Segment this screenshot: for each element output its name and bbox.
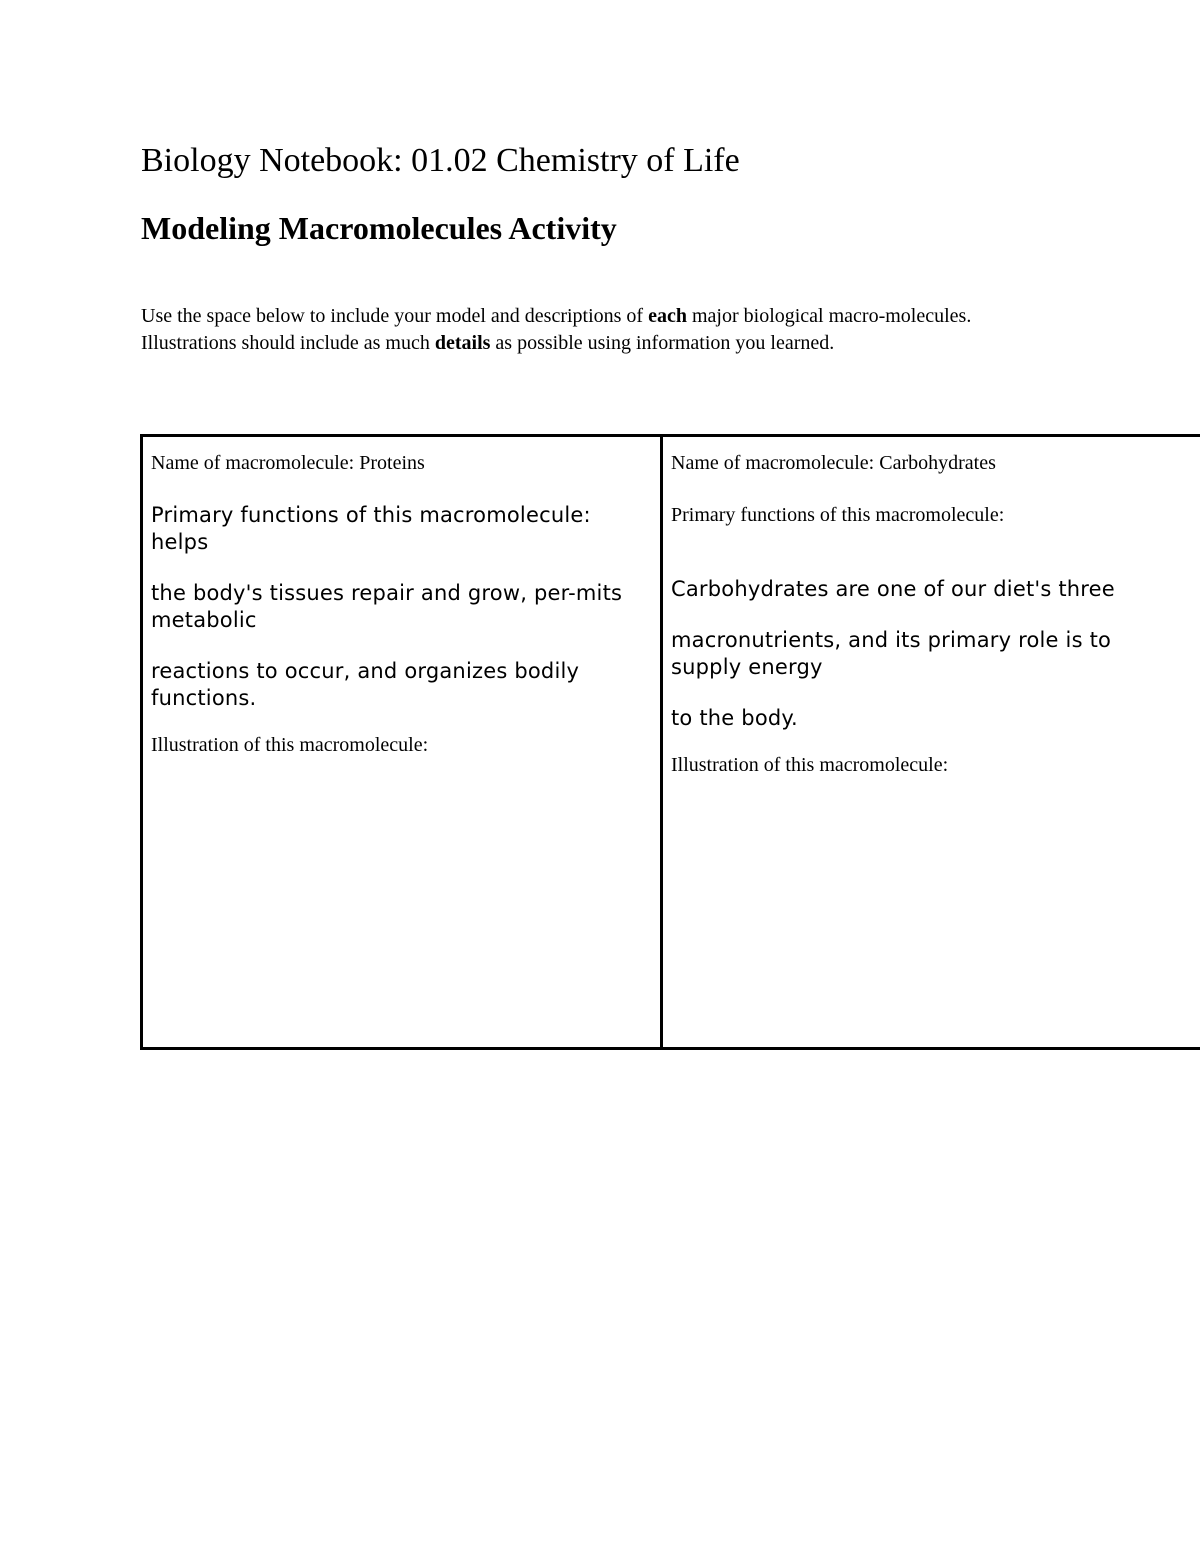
proteins-functions-line-2: the body's tissues repair and grow, per-mits metabolic	[151, 581, 623, 632]
carbohydrates-illustration-label: Illustration of this macromolecule:	[671, 754, 949, 776]
carbohydrates-answer-line-1: Carbohydrates are one of our diet's three	[671, 577, 1115, 601]
carbohydrates-cell[interactable]	[663, 437, 1200, 1047]
document-title: Biology Notebook: 01.02 Chemistry of Life	[141, 142, 740, 179]
carbohydrates-answer-line-3: to the body.	[671, 706, 798, 730]
carbohydrates-name-line: Name of macromolecule: Carbohydrates	[671, 452, 996, 474]
proteins-name-line: Name of macromolecule: Proteins	[151, 452, 425, 474]
carbohydrates-functions-label: Primary functions of this macromolecule:	[671, 504, 1005, 526]
instructions-paragraph	[141, 303, 1041, 357]
carbohydrates-answer-line-2: macronutrients, and its primary role is to supply energy	[671, 628, 1112, 679]
activity-subtitle: Modeling Macromolecules Activity	[141, 210, 617, 246]
proteins-cell[interactable]	[143, 437, 663, 1047]
instructions-emphasis-each: each	[648, 305, 687, 327]
proteins-illustration-label: Illustration of this macromolecule:	[151, 734, 429, 756]
instructions-text-3: as possible using information you learned.	[490, 332, 835, 354]
instructions-emphasis-details: details	[434, 332, 491, 354]
proteins-functions-line-1: Primary functions of this macromolecule: helps	[151, 503, 591, 554]
instructions-text-2: major biological macro-molecules. Illustrations should include as much	[141, 305, 972, 354]
macromolecule-table	[140, 434, 1200, 1050]
proteins-functions-line-3: reactions to occur, and organizes bodily functions.	[151, 659, 580, 710]
instructions-text-1: Use the space below to include your model and descriptions of	[141, 305, 649, 327]
